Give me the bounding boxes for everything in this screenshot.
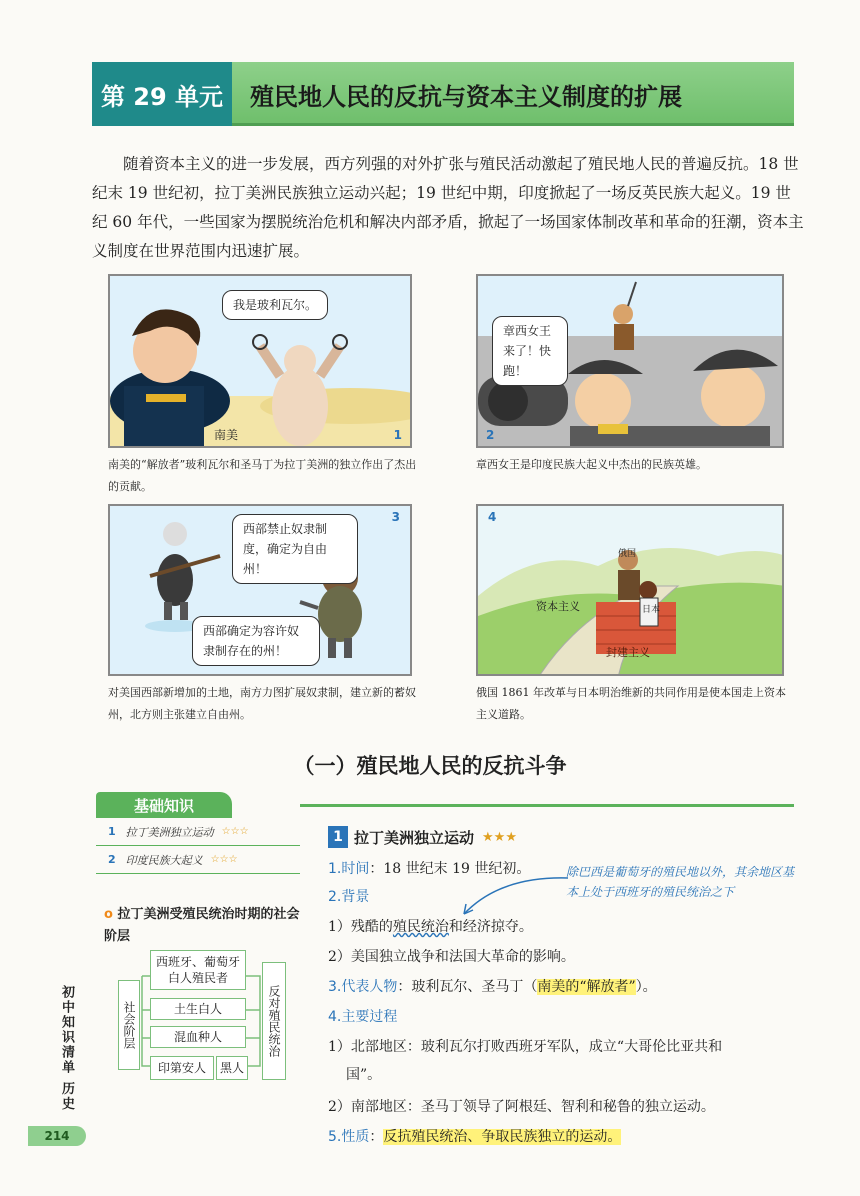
right-label-box: 反对殖民统治 <box>262 962 286 1080</box>
rep-value: ：玻利瓦尔、圣马丁（ <box>397 979 538 995</box>
knowledge-stars: ★★★ <box>482 829 517 845</box>
section-title: （一）殖民地人民的反抗斗争 <box>293 754 567 778</box>
knowledge-badge: 1 <box>328 826 348 848</box>
bg-item-2: 2）美国独立战争和法国大革命的影响。 <box>328 949 575 965</box>
class-box-colonists: 西班牙、葡萄牙白人殖民者 <box>150 950 246 990</box>
book-side-label: 初中知识清单 历史 <box>59 985 74 1112</box>
page-number: 214 <box>28 1126 86 1146</box>
nature-value: 反抗殖民统治、争取民族独立的运动。 <box>383 1129 622 1145</box>
panel-4-feudal-label: 封建主义 <box>606 646 650 659</box>
bg-item-1-em: 殖民统治 <box>392 919 449 935</box>
panel-3-caption: 对美国西部新增加的土地，南方力图扩展奴隶制，建立新的蓄奴州，北方则主张建立自由州。 <box>108 686 416 721</box>
panel-1-bubble: 我是玻利瓦尔。 <box>222 290 328 320</box>
rep-end: ）。 <box>635 979 657 995</box>
intro-paragraph <box>92 150 804 266</box>
process-label: 4.主要过程 <box>328 1009 398 1025</box>
panel-2-bubble: 章西女王来了！快跑！ <box>492 316 568 386</box>
toc-item-2-num: 2 <box>108 853 116 866</box>
time-value: ：18 世纪末 19 世纪初。 <box>369 861 531 877</box>
comic-panel-2 <box>476 274 784 448</box>
panel-1-label: 南美 <box>214 428 239 442</box>
class-box-mestizos: 混血种人 <box>150 1026 246 1048</box>
nature-label: 5.性质 <box>328 1129 370 1145</box>
diagram-title-text: 拉丁美洲受殖民统治时期的社会阶层 <box>104 907 300 944</box>
intro-text: 随着资本主义的进一步发展，西方列强的对外扩张与殖民活动激起了殖民地人民的普遍反抗。18 世纪末 19 世纪初，拉丁美洲民族独立运动兴起；19 世纪中期，印度掀起了一场反英民族大起义。19 世纪 60 年代，一些国家为摆脱统治危机和解决内部矛盾，掀起了一场国家体制改革和革命的狂潮，资本主义制度在世界范围内迅速扩展。 <box>92 155 804 260</box>
left-label-box: 社会阶层 <box>118 980 140 1070</box>
panel-4-caption: 俄国 1861 年改革与日本明治维新的共同作用是使本国走上资本主义道路。 <box>476 686 786 721</box>
toc-item-2[interactable] <box>96 846 300 874</box>
panel-1-number: 1 <box>393 428 402 442</box>
panel-3-number: 3 <box>391 510 400 524</box>
bullet-icon: o <box>104 907 113 922</box>
process-item-2: 2）南部地区：圣马丁领导了阿根廷、智利和秘鲁的独立运动。 <box>328 1099 715 1115</box>
process-item-1b: 国”。 <box>346 1067 382 1083</box>
rep-line <box>328 974 657 1000</box>
handwritten-note: 除巴西是葡萄牙的殖民地以外，其余地区基本上处于西班牙的殖民统治之下 <box>566 865 795 899</box>
bg-item-1-pre: 1）残酷的 <box>328 919 393 935</box>
toc-item-2-stars: ☆☆☆ <box>210 854 238 865</box>
panel-1-caption: 南美的“解放者”玻利瓦尔和圣马丁为拉丁美洲的独立作出了杰出的贡献。 <box>108 458 417 493</box>
basic-knowledge-tab: 基础知识 <box>96 792 232 818</box>
panel-2-caption: 章西女王是印度民族大起义中杰出的民族英雄。 <box>476 458 707 471</box>
rep-highlight: 南美的“解放者” <box>537 979 636 995</box>
class-box-creoles: 土生白人 <box>150 998 246 1020</box>
class-box-blacks: 黑人 <box>216 1056 248 1080</box>
panel-4-capitalism-label: 资本主义 <box>536 600 580 613</box>
panel-3-bubble-a: 西部禁止奴隶制度，确定为自由州！ <box>232 514 358 584</box>
comic-panel-3 <box>108 504 412 676</box>
nature-line <box>328 1124 621 1150</box>
knowledge-heading <box>328 826 517 848</box>
panel-2-number: 2 <box>486 428 495 442</box>
process-label-line <box>328 1004 397 1030</box>
bg-label-line <box>328 884 369 910</box>
toc-item-1-label: 拉丁美洲独立运动 <box>125 825 214 839</box>
time-label: 1.时间 <box>328 861 370 877</box>
toc-item-1[interactable] <box>96 818 300 846</box>
comic-panel-1 <box>108 274 412 448</box>
section-divider <box>300 804 794 807</box>
panel-4-number: 4 <box>488 510 497 524</box>
rep-label: 3.代表人物 <box>328 979 398 995</box>
toc-item-1-stars: ☆☆☆ <box>221 826 249 837</box>
diagram-title <box>104 904 304 948</box>
bg-item-1-post: 和经济掠夺。 <box>448 919 533 935</box>
nature-colon: ： <box>369 1129 384 1145</box>
process-item-1a: 1）北部地区：玻利瓦尔打败西班牙军队，成立“大哥伦比亚共和 <box>328 1039 723 1055</box>
unit-title: 殖民地人民的反抗与资本主义制度的扩展 <box>250 82 682 111</box>
note-arrow-icon <box>440 870 570 920</box>
panel-3-bubble-b: 西部确定为容许奴隶制存在的州！ <box>192 616 320 666</box>
toc-item-1-num: 1 <box>108 825 116 838</box>
panel-4-japan-label: 日本 <box>642 605 661 615</box>
bg-label: 2.背景 <box>328 889 370 905</box>
panel-4-russia-label: 俄国 <box>618 549 637 559</box>
toc-item-2-label: 印度民族大起义 <box>125 853 203 867</box>
unit-label: 第 29 单元 <box>92 62 232 126</box>
comic-panel-4 <box>476 504 784 676</box>
knowledge-title: 拉丁美洲独立运动 <box>354 828 475 847</box>
class-box-indigenous: 印第安人 <box>150 1056 214 1080</box>
